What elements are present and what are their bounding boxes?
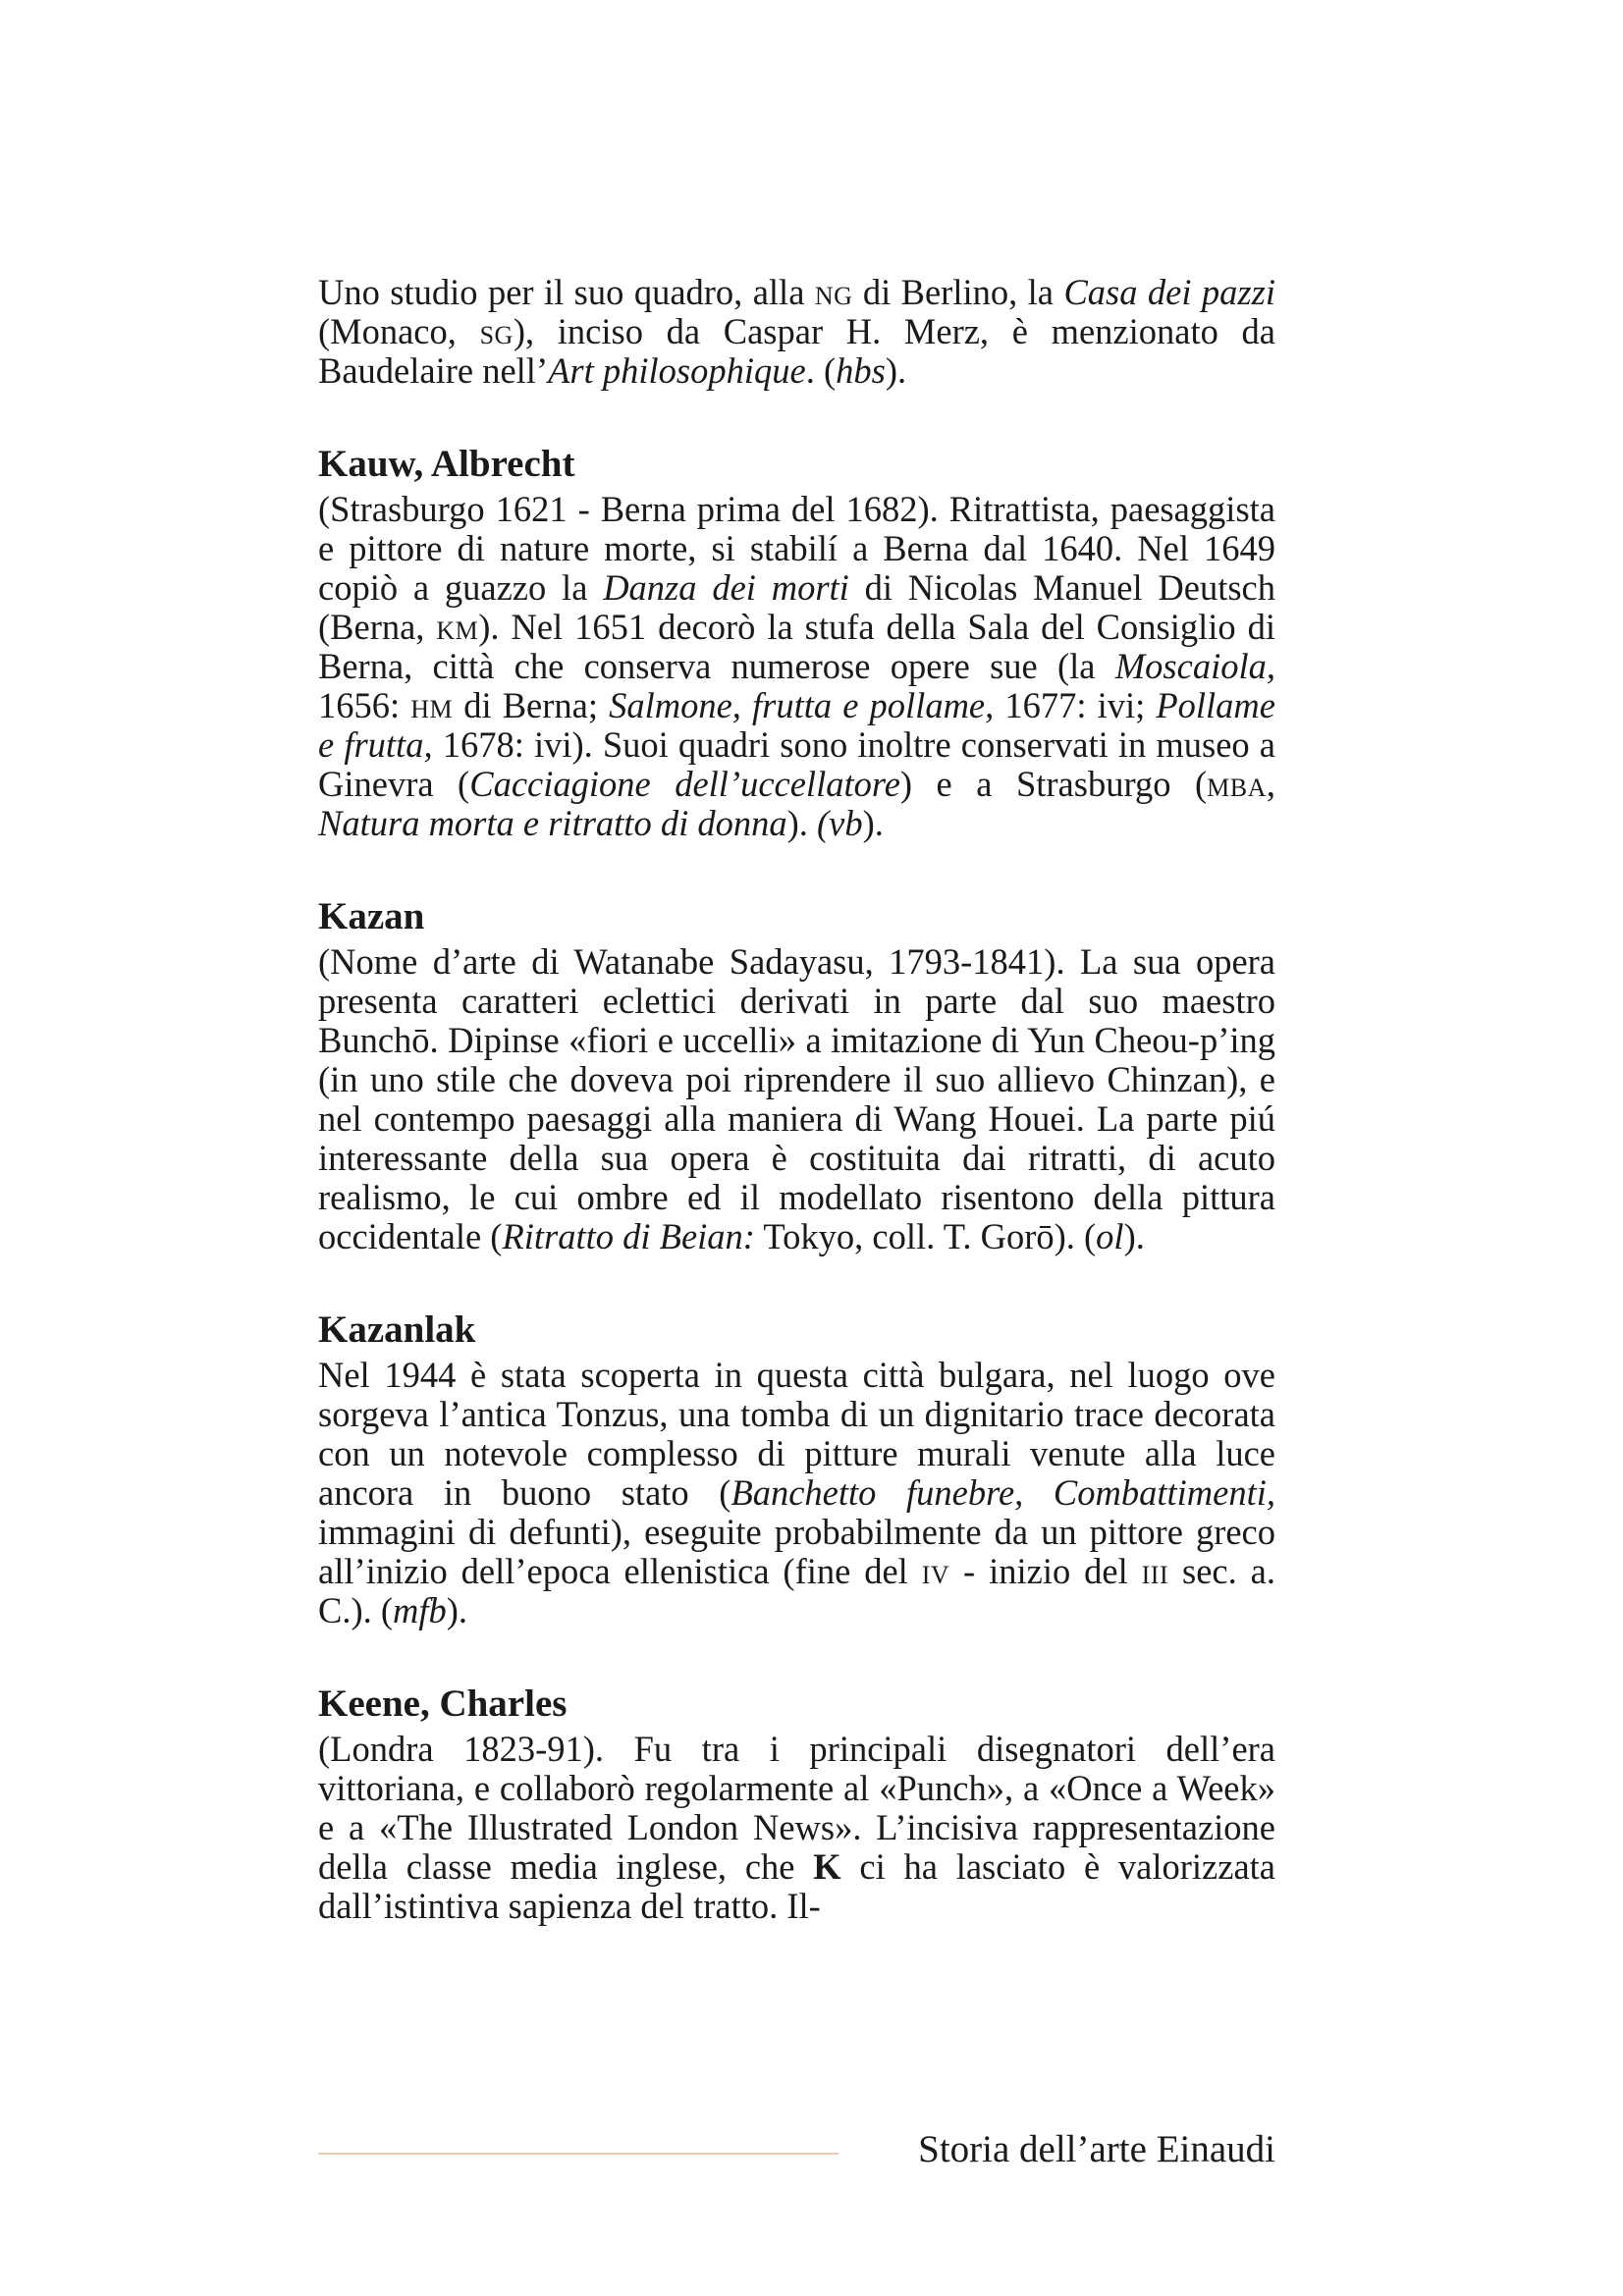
text-run: Nel 1944 è stata scoperta in questa città bulgara, nel luogo ove sorgeva l’antica Tonzus, una tomba di un dignitario trace decorata con un notevole complesso di pitture murali venute alla luce ancora in buono stato ( xyxy=(318,1355,1275,1513)
text-run: 1677: ivi; xyxy=(994,685,1157,725)
abbreviation: hm xyxy=(410,685,454,725)
text-run: 1678: ivi). Suoi quadri sono inoltre conservati in museo a Ginevra ( xyxy=(318,724,1275,804)
italic-text: ol xyxy=(1096,1216,1124,1256)
abbreviation: ng xyxy=(814,272,853,312)
italic-text: Moscaiola, xyxy=(1114,646,1275,686)
entry-heading-kazanlak: Kazanlak xyxy=(318,1308,476,1351)
text-run: . ( xyxy=(805,350,837,391)
entry-body-keene xyxy=(318,1730,1275,1926)
text-run: Tokyo, coll. T. Gorō). ( xyxy=(754,1216,1097,1256)
text-run: , xyxy=(1266,764,1275,804)
abbreviation: sg xyxy=(479,311,514,351)
text-run: ). xyxy=(786,803,817,843)
abbreviation: mba xyxy=(1207,764,1267,804)
abbreviation: km xyxy=(436,607,479,647)
text-run: sec. a. C.). ( xyxy=(318,1551,1275,1630)
text-column xyxy=(318,273,1275,1926)
italic-text: Banchetto funebre, Combattimenti, xyxy=(730,1472,1275,1513)
text-run: (Strasburgo 1621 - Berna prima del 1682). Ritrattista, paesaggista e pittore di nature morte, si stabilí a Berna dal 1640. Nel 1649 copiò a guazzo la xyxy=(318,489,1275,608)
entry-heading-kauw: Kauw, Albrecht xyxy=(318,443,575,485)
text-run: ), inciso da Caspar H. Merz, è menzionato da Baudelaire nell’ xyxy=(318,311,1275,391)
text-run: ). xyxy=(1123,1216,1145,1256)
entry-body-kazanlak xyxy=(318,1356,1275,1630)
text-run: di Berlino, la xyxy=(852,272,1064,312)
entry-body-kauw xyxy=(318,490,1275,843)
text-run: - inizio del xyxy=(949,1551,1142,1591)
text-run: ). xyxy=(862,803,884,843)
italic-text: Ritratto di Beian: xyxy=(502,1216,755,1256)
bold-text: K xyxy=(813,1846,841,1887)
italic-text: Art philosophique xyxy=(548,350,806,391)
italic-text: Casa dei pazzi xyxy=(1063,272,1275,312)
italic-text: mfb xyxy=(393,1590,447,1630)
text-run: ). xyxy=(446,1590,468,1630)
text-run: di Nicolas Manuel Deutsch (Berna, xyxy=(318,567,1276,647)
text-run: immagini di defunti), eseguite probabilmente da un pittore greco all’inizio dell’epoca ellenistica (fine del xyxy=(318,1512,1275,1591)
text-run: ). xyxy=(885,350,907,391)
footer-rule xyxy=(318,2153,839,2155)
text-run: ). Nel 1651 decorò la stufa della Sala del Consiglio di Berna, città che conserva numerose opere sue (la xyxy=(318,607,1275,686)
text-run: di Berna; xyxy=(453,685,610,725)
text-run: (Nome d’arte di Watanabe Sadayasu, 1793-1841). La sua opera presenta caratteri eclettici derivati in parte dal suo maestro Bunchō. Dipinse «fiori e uccelli» a imitazione di Yun Cheou-p’ing (in uno stile che doveva poi riprendere il suo allievo Chinzan), e nel contempo paesaggi alla maniera di Wang Houei. La parte piú interessante della sua opera è costituita dai ritratti, di acuto realismo, le cui ombre ed il modellato risentono della pittura occidentale ( xyxy=(318,941,1275,1256)
text-run: (Monaco, xyxy=(318,311,480,351)
footer-label: Storia dell’arte Einaudi xyxy=(918,2128,1275,2170)
italic-text: hbs xyxy=(836,350,886,391)
italic-text: Danza dei morti xyxy=(603,567,849,608)
text-run: 1656: xyxy=(318,685,411,725)
entry-body-kazan xyxy=(318,942,1275,1256)
entry-heading-keene: Keene, Charles xyxy=(318,1682,568,1725)
text-run: ci ha lasciato è valorizzata dall’istintiva sapienza del tratto. Il- xyxy=(318,1846,1275,1926)
italic-text: Pollame e frutta, xyxy=(318,685,1275,765)
text-run: Uno studio per il suo quadro, alla xyxy=(318,272,815,312)
italic-text: Cacciagione dell’uccellatore xyxy=(469,764,900,804)
entry-body-intro xyxy=(318,273,1275,391)
italic-text: Natura morta e ritratto di donna xyxy=(318,803,787,843)
abbreviation: iii xyxy=(1141,1551,1169,1591)
italic-text: (vb xyxy=(817,803,863,843)
abbreviation: iv xyxy=(921,1551,950,1591)
text-run: (Londra 1823-91). Fu tra i principali disegnatori dell’era vittoriana, e collaborò regolarmente al «Punch», a «Once a Week» e a «The Illustrated London News». L’incisiva rappresentazione della classe media inglese, che xyxy=(318,1729,1275,1887)
text-run: ) e a Strasburgo ( xyxy=(899,764,1208,804)
entry-heading-kazan: Kazan xyxy=(318,895,425,937)
italic-text: Salmone, frutta e pollame, xyxy=(609,685,995,725)
